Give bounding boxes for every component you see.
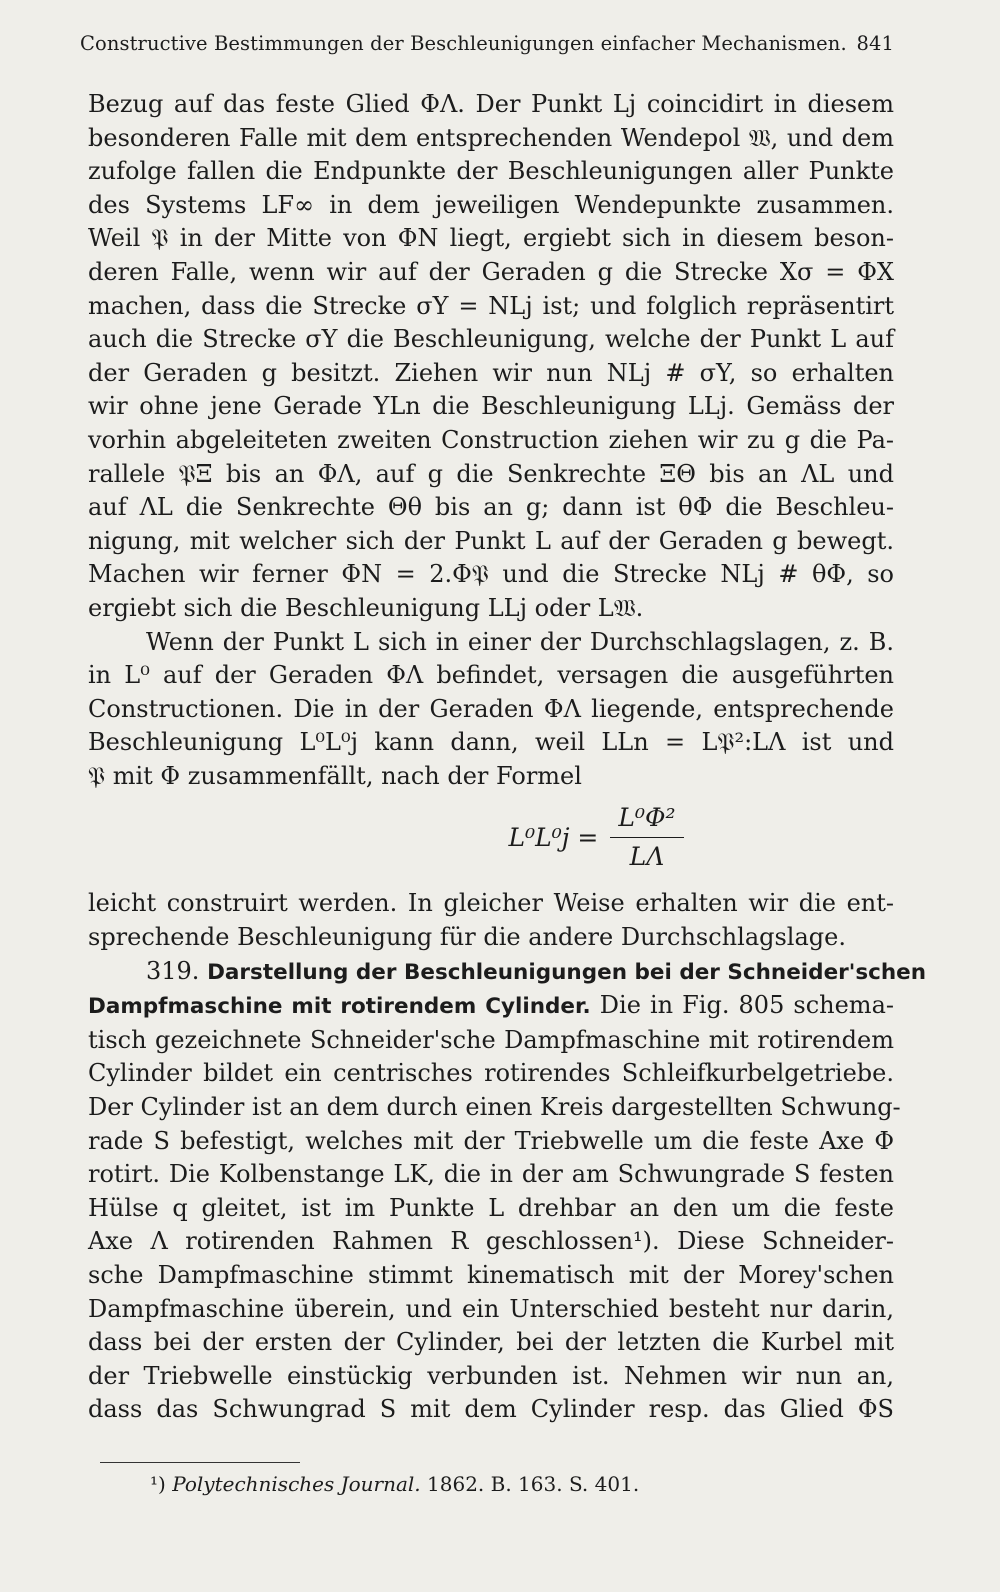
text-line: Dampfmaschine überein, und ein Unterschied besteht nur darin, xyxy=(88,1294,894,1323)
page-number: 841 xyxy=(856,32,894,55)
text-line: zufolge fallen die Endpunkte der Beschleunigungen aller Punkte xyxy=(88,157,894,186)
section-heading-line xyxy=(88,955,927,990)
text-line: Machen wir ferner ΦN = 2.Φ𝔓 und die Strecke NLj # θΦ, so xyxy=(88,560,894,589)
text-line: der Geraden g besitzt. Ziehen wir nun NLj # σY, so erhalten xyxy=(88,358,894,387)
text-line: dass das Schwungrad S mit dem Cylinder resp. das Glied ΦS xyxy=(88,1395,894,1424)
paragraph-3 xyxy=(88,887,894,954)
footnote-marker: ¹) xyxy=(150,1472,166,1496)
text-line: Hülse q gleitet, ist im Punkte L drehbar an den um die feste xyxy=(88,1193,894,1222)
text-line: in L⁰ auf der Geraden ΦΛ befindet, versagen die ausgeführten xyxy=(88,661,894,690)
text-line: tisch gezeichnete Schneider'sche Dampfmaschine mit rotirendem xyxy=(88,1025,894,1054)
text-line: besonderen Falle mit dem entsprechenden Wendepol 𝔚, und dem xyxy=(88,123,894,152)
text-line: rade S befestigt, welches mit der Triebwelle um die feste Axe Φ xyxy=(88,1126,894,1155)
running-title: Constructive Bestimmungen der Beschleunigungen einfacher Mechanismen. xyxy=(80,32,847,55)
body-text xyxy=(88,88,927,1427)
section-title-cont: Dampfmaschine mit rotirendem Cylinder. xyxy=(88,994,591,1020)
text-line: Cylinder bildet ein centrisches rotirendes Schleifkurbelgetriebe. xyxy=(88,1059,894,1088)
text-line: sprechende Beschleunigung für die andere Durchschlagslage. xyxy=(88,923,846,952)
text-line: Bezug auf das feste Glied ΦΛ. Der Punkt Lj coincidirt in diesem xyxy=(88,90,894,118)
text-line: Der Cylinder ist an dem durch einen Kreis dargestellten Schwung- xyxy=(88,1093,901,1122)
text-line: ergiebt sich die Beschleunigung LLj oder L𝔚. xyxy=(88,593,644,622)
text-line: deren Falle, wenn wir auf der Geraden g die Strecke Xσ = ΦX xyxy=(88,257,894,286)
footnote-journal: Polytechnisches Journal. xyxy=(172,1472,421,1496)
text-line: sche Dampfmaschine stimmt kinematisch mit der Morey'schen xyxy=(88,1261,894,1289)
text-line: rallele 𝔓Ξ bis an ΦΛ, auf g die Senkrechte ΞΘ bis an ΛL und xyxy=(88,459,894,488)
footnote-divider xyxy=(100,1462,300,1463)
text-line: auch die Strecke σY die Beschleunigung, welche der Punkt L auf xyxy=(88,325,894,354)
text-line: nigung, mit welcher sich der Punkt L auf der Geraden g bewegt. xyxy=(88,526,894,555)
section-title: Darstellung der Beschleunigungen bei der Schneider'schen xyxy=(207,959,927,985)
footnote xyxy=(150,1472,639,1496)
text-line: Axe Λ rotirenden Rahmen R geschlossen¹). Diese Schneider- xyxy=(88,1227,894,1256)
footnote-citation: 1862. B. 163. S. 401. xyxy=(427,1472,640,1496)
section-heading-line xyxy=(88,989,894,1024)
formula-lhs: L⁰L⁰j = xyxy=(508,822,599,852)
paragraph-1 xyxy=(88,88,894,626)
text-line: vorhin abgeleiteten zweiten Construction ziehen wir zu g die Pa- xyxy=(88,425,894,454)
running-header xyxy=(80,32,894,55)
formula-fraction xyxy=(610,801,683,873)
section-number: 319. xyxy=(146,956,200,985)
formula xyxy=(88,787,894,887)
text-line: wir ohne jene Gerade YLn die Beschleunigung LLj. Gemäss der xyxy=(88,392,894,421)
text-line: dass bei der ersten der Cylinder, bei der letzten die Kurbel mit xyxy=(88,1328,894,1357)
paragraph-2 xyxy=(88,626,894,794)
text-line: rotirt. Die Kolbenstange LK, die in der am Schwungrade S festen xyxy=(88,1160,894,1189)
text-line: 𝔓 mit Φ zusammenfällt, nach der Formel xyxy=(88,761,582,790)
section-title-tail: Die in Fig. 805 schema- xyxy=(599,991,894,1020)
text-line: auf ΛL die Senkrechte Θθ bis an g; dann ist θΦ die Beschleu- xyxy=(88,493,894,522)
text-line: des Systems LF∞ in dem jeweiligen Wendepunkte zusammen. xyxy=(88,190,894,219)
text-line: leicht construirt werden. In gleicher Weise erhalten wir die ent- xyxy=(88,889,894,918)
formula-denominator: LΛ xyxy=(629,841,665,871)
formula-numerator: L⁰Φ² xyxy=(610,801,683,838)
text-line: machen, dass die Strecke σY = NLj ist; und folglich repräsentirt xyxy=(88,291,894,320)
text-line: Beschleunigung L⁰L⁰j kann dann, weil LLn = L𝔓²:LΛ ist und xyxy=(88,728,894,757)
section-319 xyxy=(88,955,927,1427)
text-line: der Triebwelle einstückig verbunden ist. Nehmen wir nun an, xyxy=(88,1361,894,1390)
text-line: Wenn der Punkt L sich in einer der Durchschlagslagen, z. B. xyxy=(146,627,894,656)
text-line: Weil 𝔓 in der Mitte von ΦN liegt, ergiebt sich in diesem beson- xyxy=(88,224,894,253)
text-line: Constructionen. Die in der Geraden ΦΛ liegende, entsprechende xyxy=(88,694,894,723)
